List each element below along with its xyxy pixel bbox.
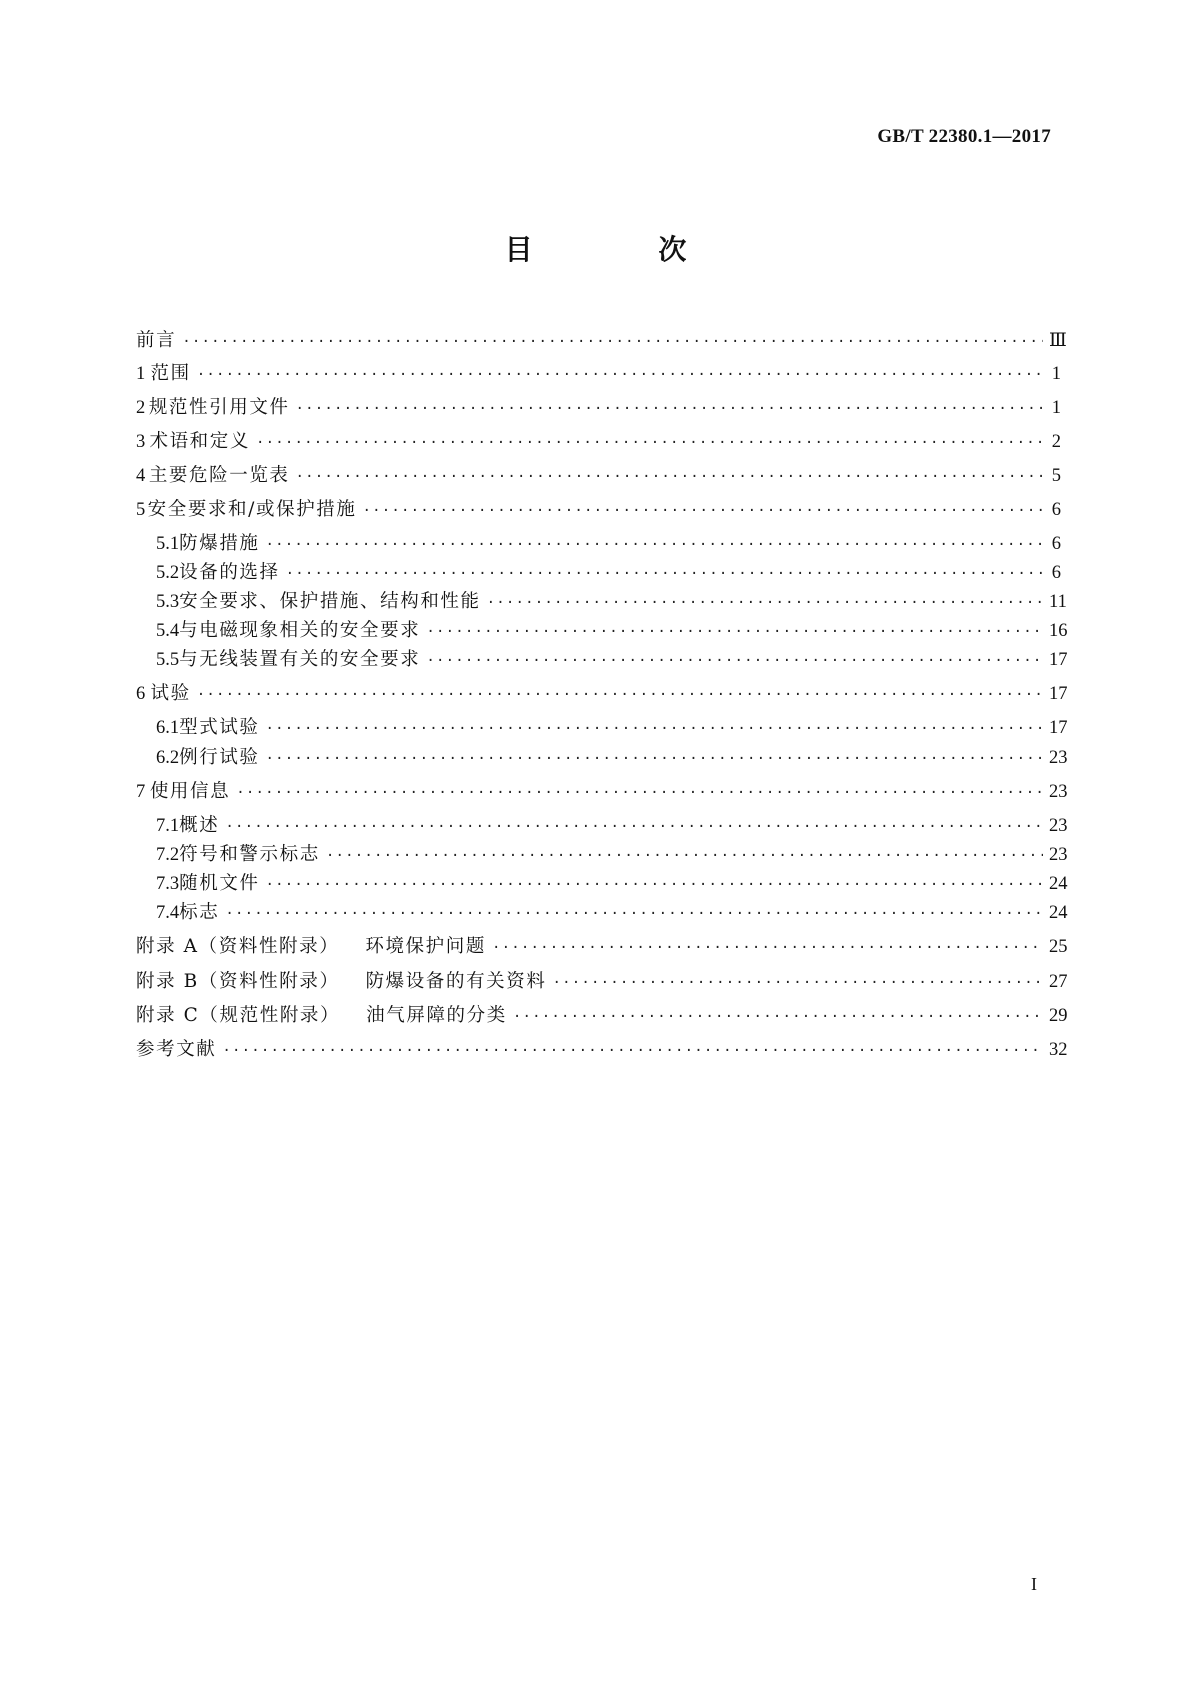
toc-entry-number: 7.4 <box>156 903 180 923</box>
toc-entry[interactable] <box>136 619 1068 643</box>
toc-entry[interactable] <box>136 716 1068 740</box>
toc-entry-page: 24 <box>1049 903 1068 923</box>
toc-entry-number: 5.3 <box>156 592 180 612</box>
toc-entry-title: 术语和定义 <box>149 431 250 452</box>
dot-leader <box>266 533 1043 557</box>
toc-entry-number: 6.2 <box>156 748 180 768</box>
toc-entry[interactable] <box>136 561 1061 585</box>
toc-entry-title: 与无线装置有关的安全要求 <box>179 649 421 670</box>
dot-leader <box>296 465 1043 489</box>
toc-entry-title: 例行试验 <box>179 747 260 768</box>
toc-entry-title: 标志 <box>179 902 220 923</box>
page-number: I <box>1031 1574 1037 1594</box>
toc-entry-page: 6 <box>1051 534 1061 554</box>
toc-entry[interactable] <box>136 682 1068 706</box>
toc-entry[interactable] <box>136 1004 1068 1028</box>
dot-leader <box>266 873 1043 897</box>
dot-leader <box>513 1005 1043 1029</box>
toc-entry-page: 16 <box>1049 621 1068 641</box>
toc-entry[interactable] <box>136 362 1061 386</box>
toc-entry-page: Ⅲ <box>1049 331 1067 351</box>
dot-leader <box>286 562 1043 586</box>
dot-leader <box>256 431 1043 455</box>
toc-entry-page: 1 <box>1051 364 1061 384</box>
toc-entry-number: 5 <box>136 500 146 520</box>
dot-leader <box>236 781 1043 805</box>
toc-entry-page: 11 <box>1049 592 1067 612</box>
toc-entry-number: 附录 B（资料性附录） <box>136 971 340 992</box>
toc-entry-number: 3 <box>136 432 146 452</box>
toc-entry-title: 防爆措施 <box>179 533 260 554</box>
toc-entry-title: 安全要求、保护措施、结构和性能 <box>179 591 481 612</box>
dot-leader <box>225 815 1043 839</box>
dot-leader <box>197 363 1043 387</box>
toc-entry-number: 7 <box>136 782 146 802</box>
toc-entry-number: 7.2 <box>156 845 180 865</box>
toc-entry-page: 32 <box>1049 1040 1068 1060</box>
toc-entry-title: 符号和警示标志 <box>179 844 320 865</box>
toc-entry-number: 附录 A（资料性附录） <box>136 936 340 957</box>
toc-entry-title: 参考文献 <box>136 1039 217 1060</box>
toc-entry[interactable] <box>136 1038 1068 1062</box>
dot-leader <box>266 717 1043 741</box>
toc-entry-title: 防爆设备的有关资料 <box>365 971 547 992</box>
toc-entry-title: 概述 <box>179 815 220 836</box>
toc-entry-page: 23 <box>1049 782 1068 802</box>
toc-entry-page: 29 <box>1049 1006 1068 1026</box>
toc-entry[interactable] <box>136 780 1068 804</box>
toc-entry[interactable] <box>136 814 1068 838</box>
toc-entry-page: 6 <box>1051 500 1061 520</box>
toc-entry[interactable] <box>136 464 1061 488</box>
toc-entry[interactable] <box>136 970 1068 994</box>
toc-entry[interactable] <box>136 901 1068 925</box>
toc-entry-number: 5.4 <box>156 621 180 641</box>
toc-entry-page: 27 <box>1049 972 1068 992</box>
toc-entry[interactable] <box>136 746 1068 770</box>
dot-leader <box>426 620 1043 644</box>
dot-leader <box>182 330 1043 354</box>
toc-entry-title: 随机文件 <box>179 873 260 894</box>
dot-leader <box>426 649 1043 673</box>
toc-entry-number: 5.5 <box>156 650 180 670</box>
toc-entry-number: 1 <box>136 364 146 384</box>
dot-leader <box>492 936 1043 960</box>
toc-entry-number: 6.1 <box>156 718 180 738</box>
toc-entry-page: 23 <box>1049 748 1068 768</box>
toc-entry[interactable] <box>136 843 1068 867</box>
dot-leader <box>197 683 1043 707</box>
toc-entry-number: 5.2 <box>156 563 180 583</box>
toc-entry-title: 设备的选择 <box>179 562 280 583</box>
toc-entry[interactable] <box>136 590 1067 614</box>
toc-entry-page: 5 <box>1051 466 1061 486</box>
toc-entry-page: 23 <box>1049 816 1068 836</box>
standard-code: GB/T 22380.1—2017 <box>877 126 1051 147</box>
toc-entry[interactable] <box>136 648 1068 672</box>
dot-leader <box>552 971 1043 995</box>
toc-entry-number: 7.3 <box>156 874 180 894</box>
toc-entry-number: 5.1 <box>156 534 180 554</box>
toc-entry-title: 使用信息 <box>149 781 231 802</box>
dot-leader <box>225 902 1043 926</box>
dot-leader <box>326 844 1043 868</box>
toc-entry-page: 2 <box>1051 432 1061 452</box>
table-of-contents <box>136 329 1068 1089</box>
toc-entry-title: 与电磁现象相关的安全要求 <box>179 620 421 641</box>
page-title: 目 次 <box>504 233 745 266</box>
toc-entry-title: 油气屏障的分类 <box>366 1005 507 1026</box>
toc-entry[interactable] <box>136 498 1061 522</box>
dot-leader <box>487 591 1043 615</box>
toc-entry-number: 7.1 <box>156 816 180 836</box>
toc-entry-number: 4 <box>136 466 146 486</box>
toc-entry-number: 附录 C（规范性附录） <box>136 1005 341 1026</box>
toc-entry-title: 前言 <box>136 330 177 351</box>
dot-leader <box>222 1039 1043 1063</box>
toc-entry-title: 型式试验 <box>179 717 260 738</box>
toc-entry-page: 1 <box>1051 398 1061 418</box>
toc-entry-title: 范围 <box>150 363 191 384</box>
toc-entry[interactable] <box>136 935 1068 959</box>
toc-entry-number: 6 <box>136 684 146 704</box>
toc-entry-title: 环境保护问题 <box>365 936 486 957</box>
toc-entry[interactable] <box>136 329 1067 353</box>
toc-entry-title: 试验 <box>150 683 191 704</box>
toc-entry-title: 安全要求和/或保护措施 <box>147 499 357 520</box>
dot-leader <box>266 747 1043 771</box>
toc-entry-number: 2 <box>136 398 146 418</box>
toc-entry[interactable] <box>136 532 1061 556</box>
toc-entry-page: 6 <box>1051 563 1061 583</box>
toc-entry[interactable] <box>136 872 1068 896</box>
toc-entry-page: 25 <box>1049 937 1068 957</box>
toc-entry-page: 17 <box>1049 718 1068 738</box>
toc-entry-title: 主要危险一览表 <box>148 465 290 486</box>
toc-entry[interactable] <box>136 396 1061 420</box>
toc-entry-title: 规范性引用文件 <box>148 397 290 418</box>
dot-leader <box>363 499 1044 523</box>
toc-entry-page: 17 <box>1049 650 1068 670</box>
toc-entry-page: 17 <box>1049 684 1068 704</box>
toc-entry-page: 24 <box>1049 874 1068 894</box>
toc-entry[interactable] <box>136 430 1061 454</box>
dot-leader <box>296 397 1043 421</box>
toc-entry-page: 23 <box>1049 845 1068 865</box>
